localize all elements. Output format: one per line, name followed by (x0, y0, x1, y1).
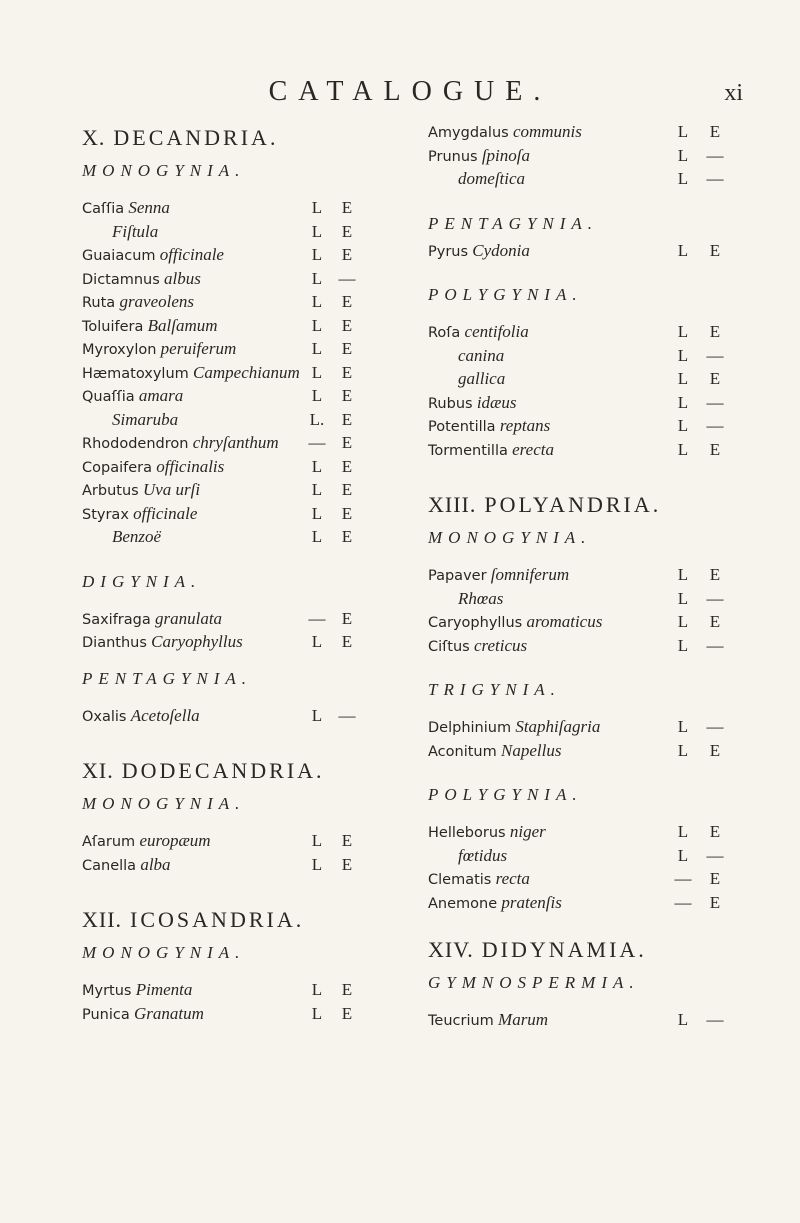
genus-name: Helleborus (428, 825, 506, 841)
species-name: reptans (499, 416, 551, 435)
species-name: communis (512, 122, 582, 141)
class-number: XIII. (428, 492, 477, 517)
plant-name (82, 314, 218, 340)
linnaeus-mark: L (311, 503, 323, 523)
edinburgh-mark: E (341, 854, 353, 874)
linnaeus-mark: L (677, 612, 689, 631)
edinburgh-mark: E (341, 362, 353, 382)
class-number: XII. (82, 907, 123, 932)
plant-name (82, 455, 224, 481)
edinburgh-mark: E (341, 980, 353, 999)
linnaeus-mark: L (677, 565, 689, 584)
linnaeus-mark: L (311, 339, 323, 358)
linnaeus-mark: L (677, 169, 689, 188)
species-name: niger (509, 822, 546, 841)
edinburgh-mark: E (341, 409, 353, 429)
linnaeus-mark: L (311, 1003, 323, 1023)
linnaeus-mark: — (308, 608, 326, 628)
linnaeus-mark: L (311, 245, 323, 264)
linnaeus-mark: — (308, 433, 326, 452)
species-name: Balſamum (147, 315, 218, 335)
order-heading: MONOGYNIA. (82, 794, 246, 813)
species-list (428, 715, 758, 762)
plant-name (82, 361, 300, 387)
species-name: Rhœas (458, 588, 504, 608)
genus-name: Amygdalus (428, 125, 509, 141)
plant-name (428, 438, 554, 464)
linnaeus-mark: L (311, 527, 323, 546)
edinburgh-mark: — (706, 635, 724, 655)
edinburgh-mark: E (709, 322, 721, 341)
species-name: Fiſtula (112, 221, 159, 241)
genus-name: Anemone (428, 895, 498, 912)
genus-name: Myroxylon (82, 342, 157, 358)
plant-name (428, 891, 562, 917)
species-entry (428, 167, 758, 191)
species-entry (428, 867, 758, 891)
edinburgh-mark: E (341, 480, 353, 499)
class-number: XI. (82, 758, 114, 783)
genus-name: Caſſia (82, 201, 125, 217)
plant-name (458, 844, 507, 868)
edinburgh-mark: E (709, 369, 721, 388)
class-heading-icosandria (82, 902, 382, 938)
genus-name: Arbutus (82, 483, 139, 499)
plant-name (428, 739, 561, 765)
species-entry (82, 978, 382, 1002)
linnaeus-mark: L (311, 980, 323, 999)
plant-name (458, 344, 504, 368)
species-name: Cydonia (472, 240, 530, 260)
species-entry (82, 408, 382, 432)
edinburgh-mark: — (338, 705, 356, 725)
linnaeus-mark: L (311, 480, 323, 499)
species-name: Senna (128, 198, 170, 217)
linnaeus-mark: L (677, 845, 689, 865)
edinburgh-mark: E (709, 122, 721, 141)
species-entry (82, 196, 382, 220)
species-list (428, 820, 758, 914)
linnaeus-mark: L (677, 392, 689, 412)
order-heading: MONOGYNIA. (82, 161, 246, 180)
edinburgh-mark: E (341, 386, 353, 405)
order-heading: PENTAGYNIA. (428, 213, 599, 233)
linnaeus-mark: L. (309, 409, 325, 429)
species-entry (428, 739, 758, 763)
species-entry (428, 239, 758, 263)
class-number: XIV. (428, 937, 474, 962)
species-entry (428, 391, 758, 415)
species-entry (82, 243, 382, 267)
class-title: DECANDRIA. (113, 125, 279, 150)
linnaeus-mark: L (311, 456, 323, 476)
genus-name: Potentilla (428, 419, 496, 435)
linnaeus-mark: L (677, 717, 689, 736)
species-entry (82, 314, 382, 338)
species-name: Acetoſella (130, 705, 200, 725)
species-entry (82, 337, 382, 361)
edinburgh-mark: E (341, 221, 353, 241)
genus-name: Dianthus (82, 635, 147, 651)
plant-name (428, 867, 530, 893)
species-entry (82, 431, 382, 455)
species-entry (82, 630, 382, 654)
species-name: officinale (133, 503, 198, 523)
edinburgh-mark: E (341, 503, 353, 523)
edinburgh-mark: E (341, 632, 353, 651)
species-name: Napellus (500, 740, 562, 760)
species-name: idæus (476, 392, 517, 412)
species-name: Uva urſi (142, 480, 201, 499)
species-name: albus (164, 268, 201, 288)
plant-name (82, 978, 192, 1004)
plant-name (428, 715, 600, 741)
species-entry (428, 891, 758, 915)
plant-name (428, 820, 546, 846)
species-entry (82, 455, 382, 479)
plant-name (82, 196, 170, 222)
edinburgh-mark: E (341, 433, 353, 452)
genus-name: Prunus (428, 148, 478, 165)
species-name: Staphiſagria (515, 717, 601, 736)
species-name: granulata (155, 608, 223, 628)
order-heading: PENTAGYNIA. (82, 668, 253, 688)
genus-name: Punica (82, 1006, 130, 1023)
linnaeus-mark: L (677, 1010, 689, 1029)
genus-name: Papaver (428, 568, 487, 584)
species-entry (82, 267, 382, 291)
order-heading: POLYGYNIA. (428, 285, 583, 304)
genus-name: Dictamnus (82, 271, 160, 288)
species-name: Pimenta (135, 980, 193, 999)
species-name: ſomniferum (490, 565, 570, 584)
genus-name: Teucrium (428, 1013, 494, 1029)
species-entry (428, 414, 758, 438)
species-entry (82, 478, 382, 502)
species-list (428, 120, 758, 191)
species-list (428, 563, 758, 657)
plant-name (82, 431, 279, 457)
plant-name (112, 525, 161, 549)
species-entry (82, 853, 382, 877)
edinburgh-mark: — (706, 345, 724, 365)
class-heading-dodecandria (82, 753, 382, 789)
linnaeus-mark: L (677, 740, 689, 760)
edinburgh-mark: — (706, 845, 724, 865)
class-title: POLYANDRIA. (484, 492, 662, 517)
edinburgh-mark: E (341, 527, 353, 546)
plant-name (82, 267, 201, 293)
edinburgh-mark: E (709, 612, 721, 631)
genus-name: Styrax (82, 506, 129, 523)
species-name: officinale (159, 245, 224, 264)
left-column (82, 120, 382, 1025)
linnaeus-mark: L (677, 439, 689, 459)
plant-name (428, 414, 550, 440)
class-number: X. (82, 125, 106, 150)
edinburgh-mark: — (706, 1010, 724, 1029)
edinburgh-mark: — (706, 416, 724, 435)
genus-name: Toluifera (82, 318, 144, 335)
plant-name (112, 408, 178, 432)
linnaeus-mark: L (311, 221, 323, 241)
species-name: centifolia (464, 322, 529, 341)
edinburgh-mark: — (706, 145, 724, 165)
linnaeus-mark: L (311, 268, 323, 288)
genus-name: Rhododendron (82, 436, 189, 452)
page-header (0, 76, 800, 116)
species-name: Marum (498, 1010, 549, 1029)
species-entry (428, 715, 758, 739)
species-entry (428, 634, 758, 658)
species-list (82, 829, 382, 876)
plant-name (82, 478, 200, 504)
species-entry (82, 384, 382, 408)
genus-name: Roſa (428, 325, 461, 341)
species-entry (82, 1002, 382, 1026)
edinburgh-mark: E (341, 456, 353, 476)
genus-name: Aconitum (428, 743, 497, 760)
edinburgh-mark: E (341, 608, 353, 628)
linnaeus-mark: L (677, 345, 689, 365)
species-list (82, 978, 382, 1025)
right-column (428, 120, 758, 1032)
plant-name (82, 290, 194, 316)
species-name: graveolens (119, 292, 195, 311)
running-title: CATALOGUE. (268, 76, 552, 107)
linnaeus-mark: L (677, 145, 689, 165)
genus-name: Quaſſia (82, 389, 135, 405)
plant-name (428, 120, 582, 146)
plant-name (82, 829, 211, 855)
order-heading: MONOGYNIA. (428, 528, 592, 547)
species-entry (428, 144, 758, 168)
species-name: recta (495, 869, 530, 888)
species-name: gallica (458, 369, 506, 388)
species-entry (82, 829, 382, 853)
plant-name (428, 1008, 548, 1034)
plant-name (82, 630, 243, 656)
class-title: ICOSANDRIA. (130, 907, 305, 932)
plant-name (458, 367, 505, 391)
species-entry (428, 563, 758, 587)
edinburgh-mark: E (341, 1003, 353, 1023)
species-entry (428, 438, 758, 462)
edinburgh-mark: — (706, 717, 724, 736)
plant-name (458, 167, 525, 191)
genus-name: Clematis (428, 872, 492, 888)
linnaeus-mark: L (311, 705, 323, 725)
plant-name (428, 634, 527, 660)
species-entry (428, 587, 758, 611)
species-name: chryſanthum (192, 433, 279, 452)
species-entry (428, 120, 758, 144)
edinburgh-mark: E (709, 822, 721, 841)
plant-name (458, 587, 503, 611)
plant-name (112, 220, 158, 244)
linnaeus-mark: L (677, 122, 689, 141)
species-list (428, 239, 758, 263)
linnaeus-mark: L (677, 369, 689, 388)
edinburgh-mark: E (709, 565, 721, 584)
species-name: canina (458, 345, 505, 365)
plant-name (428, 320, 529, 346)
linnaeus-mark: L (677, 822, 689, 841)
plant-name (428, 563, 569, 589)
linnaeus-mark: L (311, 292, 323, 311)
plant-name (428, 144, 530, 170)
genus-name: Hæmatoxylum (82, 365, 189, 382)
species-list (428, 1008, 758, 1032)
edinburgh-mark: E (709, 740, 721, 760)
species-name: Simaruba (112, 409, 179, 429)
species-name: Caryophyllus (151, 632, 243, 651)
linnaeus-mark: L (311, 198, 323, 217)
linnaeus-mark: L (311, 831, 323, 850)
edinburgh-mark: — (338, 268, 356, 288)
genus-name: Copaifera (82, 459, 152, 476)
species-name: Benzoë (112, 527, 162, 546)
species-name: alba (140, 854, 171, 874)
genus-name: Oxalis (82, 708, 127, 725)
species-name: pratenſis (501, 892, 562, 912)
edinburgh-mark: — (706, 169, 724, 188)
species-entry (82, 525, 382, 549)
edinburgh-mark: E (341, 315, 353, 335)
species-name: officinalis (156, 456, 225, 476)
linnaeus-mark: L (677, 588, 689, 608)
species-entry (428, 844, 758, 868)
order-heading: TRIGYNIA. (428, 680, 561, 699)
species-entry (428, 610, 758, 634)
genus-name: Delphinium (428, 720, 512, 736)
edinburgh-mark: E (341, 245, 353, 264)
species-list (82, 704, 382, 728)
class-heading-polyandria (428, 487, 758, 523)
species-name: creticus (473, 635, 528, 655)
genus-name: Ciſtus (428, 638, 470, 655)
edinburgh-mark: — (706, 392, 724, 412)
linnaeus-mark: L (677, 416, 689, 435)
class-heading-decandria (82, 120, 382, 156)
class-heading-didynamia (428, 932, 758, 968)
species-entry (428, 820, 758, 844)
species-entry (82, 361, 382, 385)
edinburgh-mark: — (706, 588, 724, 608)
species-entry (82, 220, 382, 244)
genus-name: Pyrus (428, 243, 469, 260)
plant-name (82, 607, 222, 633)
plant-name (428, 391, 517, 417)
genus-name: Aſarum (82, 834, 136, 850)
edinburgh-mark: E (341, 831, 353, 850)
edinburgh-mark: E (709, 439, 721, 459)
species-name: domeſtica (458, 169, 526, 188)
edinburgh-mark: E (709, 869, 721, 888)
edinburgh-mark: E (341, 198, 353, 217)
edinburgh-mark: E (709, 892, 721, 912)
species-name: Granatum (134, 1003, 204, 1023)
order-heading: DIGYNIA. (82, 571, 202, 591)
plant-name (82, 243, 224, 269)
species-name: aromaticus (526, 612, 603, 631)
species-list (82, 607, 382, 654)
genus-name: Saxifraga (82, 611, 151, 628)
linnaeus-mark: L (311, 854, 323, 874)
linnaeus-mark: L (311, 386, 323, 405)
order-heading: MONOGYNIA. (82, 943, 246, 962)
order-heading: POLYGYNIA. (428, 785, 583, 804)
genus-name: Ruta (82, 295, 116, 311)
species-name: europæum (139, 831, 211, 850)
species-name: peruiferum (160, 339, 237, 358)
species-entry (428, 344, 758, 368)
linnaeus-mark: L (677, 322, 689, 341)
linnaeus-mark: L (311, 315, 323, 335)
species-entry (428, 367, 758, 391)
plant-name (82, 384, 183, 410)
class-title: DODECANDRIA. (121, 758, 325, 783)
plant-name (82, 502, 197, 528)
species-entry (428, 1008, 758, 1032)
species-list (428, 320, 758, 461)
edinburgh-mark: E (341, 292, 353, 311)
species-entry (82, 704, 382, 728)
species-list (82, 196, 382, 549)
linnaeus-mark: L (311, 362, 323, 382)
species-name: amara (138, 386, 184, 405)
genus-name: Rubus (428, 395, 473, 412)
species-entry (82, 502, 382, 526)
linnaeus-mark: — (674, 892, 692, 912)
genus-name: Canella (82, 857, 137, 874)
plant-name (82, 1002, 204, 1028)
edinburgh-mark: E (341, 339, 353, 358)
plant-name (428, 239, 530, 265)
plant-name (82, 337, 236, 363)
species-entry (428, 320, 758, 344)
species-entry (82, 607, 382, 631)
plant-name (428, 610, 602, 636)
species-name: erecta (512, 439, 554, 459)
plant-name (82, 704, 200, 730)
plant-name (82, 853, 171, 879)
species-name: fœtidus (458, 845, 508, 865)
class-title: DIDYNAMIA. (481, 937, 647, 962)
linnaeus-mark: L (311, 632, 323, 651)
genus-name: Tormentilla (428, 442, 508, 459)
page-number: xi (724, 80, 743, 106)
genus-name: Guaiacum (82, 248, 156, 264)
linnaeus-mark: L (677, 635, 689, 655)
species-entry (82, 290, 382, 314)
linnaeus-mark: — (674, 869, 692, 888)
species-name: ſpinoſa (481, 145, 530, 165)
edinburgh-mark: E (709, 240, 721, 260)
genus-name: Myrtus (82, 983, 132, 999)
species-name: Campechianum (193, 362, 300, 382)
order-heading: GYMNOSPERMIA. (428, 973, 640, 992)
genus-name: Caryophyllus (428, 615, 523, 631)
linnaeus-mark: L (677, 240, 689, 260)
